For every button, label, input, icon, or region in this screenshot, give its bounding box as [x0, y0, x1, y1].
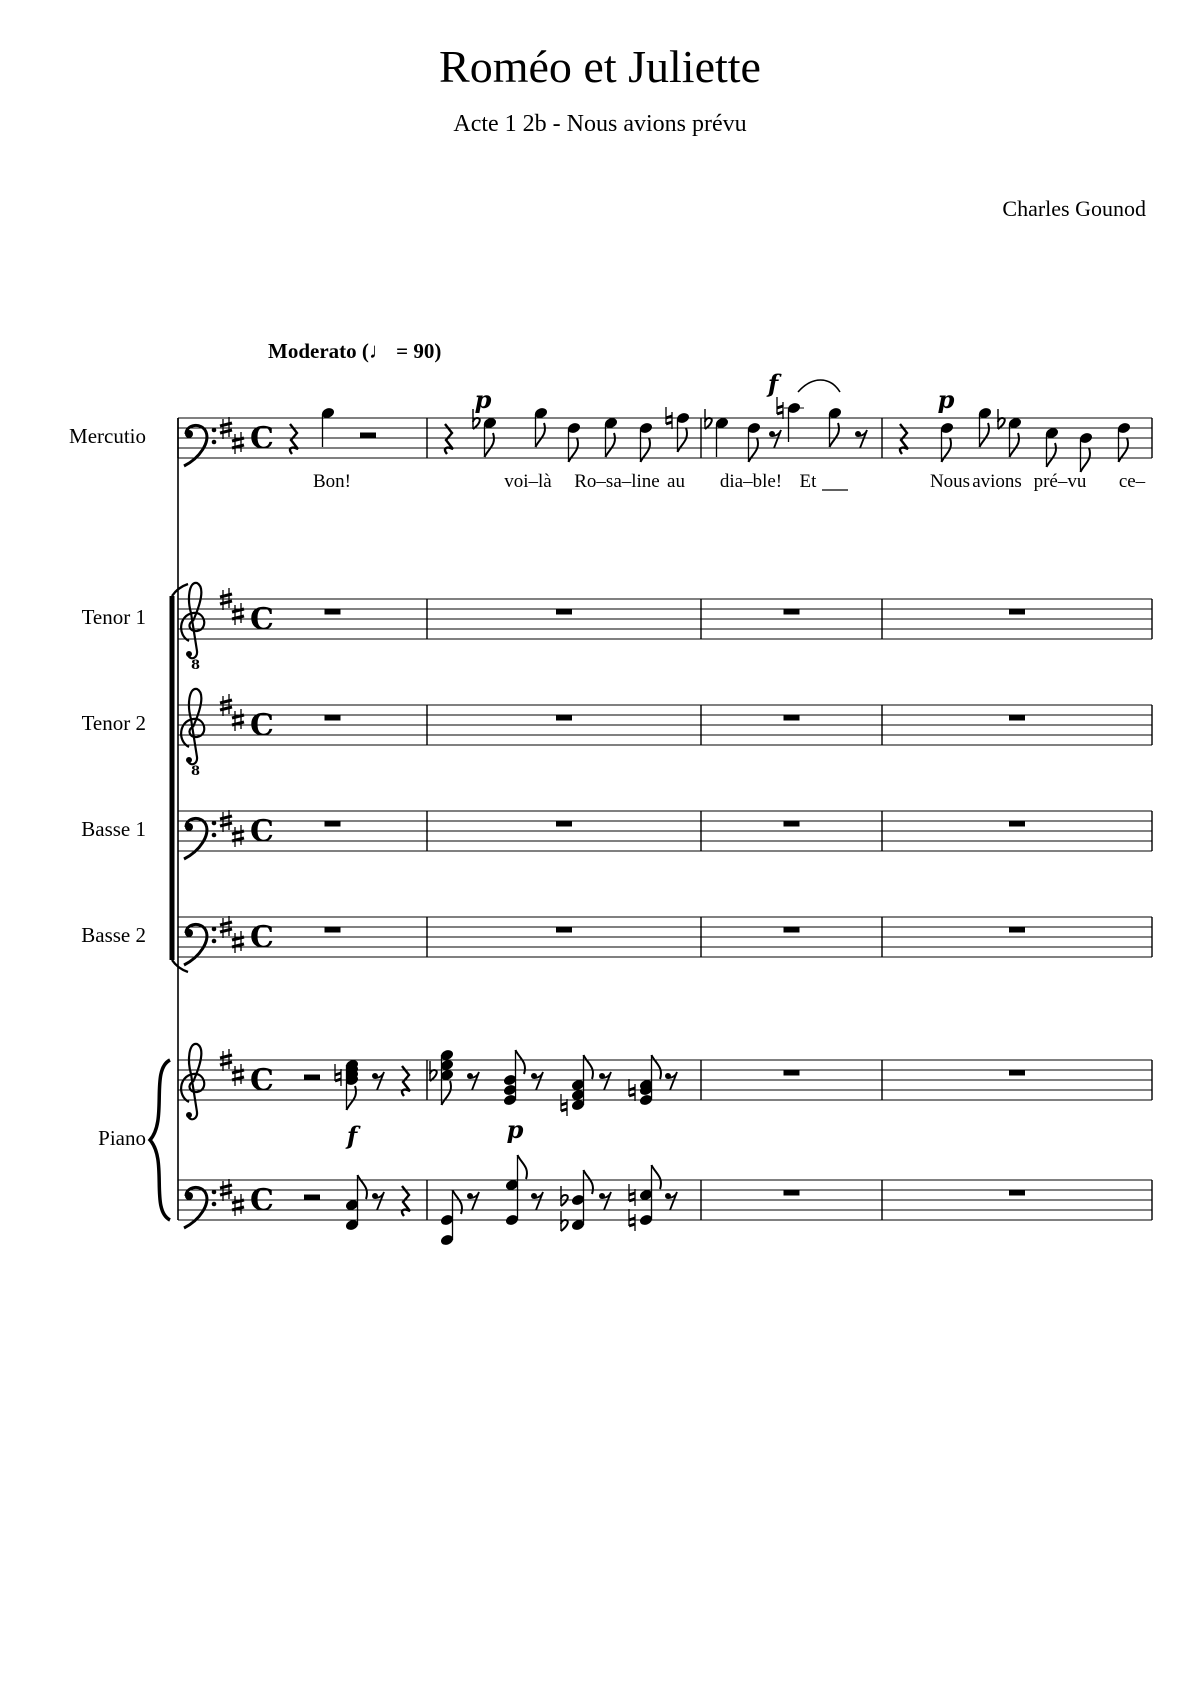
whole-rest: [784, 1190, 800, 1196]
eighth-rest: [372, 1072, 384, 1090]
flag: [518, 1155, 528, 1179]
quarter-note-icon: ♩: [368, 338, 391, 363]
bracket-hook-top: [172, 584, 188, 596]
time-signature: C: [250, 1063, 274, 1098]
note-a3: [940, 421, 955, 462]
chord-lh-m1: [345, 1175, 367, 1232]
time-signature: C: [250, 1183, 274, 1218]
note-g3: [567, 421, 582, 462]
eighth-rest: [769, 430, 781, 448]
whole-rest: [325, 821, 341, 827]
choir-bracket: [172, 584, 188, 972]
flag: [830, 423, 840, 447]
flat-icon: [561, 1211, 568, 1231]
flag: [652, 1055, 662, 1079]
flag: [652, 1165, 662, 1189]
whole-rest: [1009, 821, 1025, 827]
sharp-icon: [232, 931, 244, 953]
sharp-icon: [232, 709, 244, 731]
score-subtitle: Acte 1 2b - Nous avions prévu: [453, 111, 747, 137]
note-d4: [828, 406, 843, 447]
flag: [485, 433, 495, 457]
octave-8-marker: 8: [191, 764, 201, 779]
whole-rest: [1009, 715, 1025, 721]
eighth-rest: [855, 430, 867, 448]
instrument-name-piano: Piano: [98, 1126, 146, 1150]
flag: [606, 433, 616, 457]
note-bb3: [998, 409, 1022, 457]
staff-piano-right-hand: [178, 1044, 1152, 1119]
time-signature: C: [250, 602, 274, 637]
flag: [536, 423, 546, 447]
lyric-syllable: avions: [972, 471, 1022, 492]
chord-lh-m2-4: [629, 1165, 661, 1231]
treble-clef-icon: [181, 1044, 204, 1119]
flag: [358, 1175, 368, 1199]
bass-clef-icon: [184, 924, 216, 965]
composer-name: Charles Gounod: [1002, 196, 1146, 221]
eighth-rest: [372, 1192, 384, 1210]
note-a3: [639, 421, 654, 462]
time-signature: C: [250, 920, 274, 955]
whole-rest: [784, 821, 800, 827]
whole-rest: [325, 609, 341, 615]
staff-piano-left-hand: [178, 1179, 1152, 1228]
flag: [442, 1081, 452, 1105]
tempo-label: Moderato (: [268, 339, 369, 363]
instrument-name-basse-2: Basse 2: [81, 923, 146, 947]
eighth-rest: [467, 1072, 479, 1090]
note-a3: [1117, 421, 1132, 462]
piano-brace: [150, 1060, 170, 1220]
treble-clef-icon: [181, 583, 204, 658]
flag: [1081, 448, 1091, 472]
dynamic-f: f: [767, 369, 779, 398]
dynamic-f: f: [346, 1121, 358, 1150]
whole-rest: [1009, 1190, 1025, 1196]
natural-icon: [629, 1184, 635, 1206]
flag: [584, 1055, 594, 1079]
lyric-syllable: voi–là: [504, 471, 552, 492]
eighth-rest: [665, 1192, 677, 1210]
whole-rest: [1009, 1070, 1025, 1076]
note-f4: [777, 397, 804, 442]
sharp-icon: [232, 1064, 244, 1086]
whole-rest: [556, 821, 572, 827]
eighth-rest: [599, 1192, 611, 1210]
instrument-name-mercutio: Mercutio: [69, 424, 146, 448]
flat-icon: [561, 1186, 568, 1206]
note-d4: [321, 406, 336, 447]
time-signature: C: [250, 421, 274, 456]
whole-rest: [556, 715, 572, 721]
sharp-icon: [232, 432, 244, 454]
flat-icon: [430, 1061, 437, 1081]
score-title: Roméo et Juliette: [439, 41, 761, 92]
dynamic-p: p: [506, 1115, 524, 1144]
chord-rh-m2-4: [629, 1055, 661, 1107]
octave-8-marker: 8: [191, 658, 201, 673]
instrument-name-tenor-1: Tenor 1: [81, 605, 146, 629]
note-e3: [1079, 431, 1094, 472]
half-rest: [304, 1195, 320, 1201]
staff-mercutio: [178, 417, 1152, 466]
eighth-rest: [467, 1192, 479, 1210]
lyric-syllable: pré–vu: [1033, 471, 1087, 492]
lyric-syllable: au: [667, 471, 685, 492]
slur: [798, 380, 840, 392]
note-d4: [978, 406, 993, 447]
time-signature: C: [250, 708, 274, 743]
chord-rh-m1: [335, 1058, 359, 1110]
flag: [1047, 443, 1057, 467]
natural-icon: [335, 1064, 341, 1086]
flat-icon: [998, 409, 1005, 429]
note-d4: [534, 406, 549, 447]
sharp-icon: [232, 825, 244, 847]
lyric-syllable: ce–: [1118, 471, 1146, 492]
chord-rh-m2-2: [503, 1050, 525, 1107]
staff-basse-2: [178, 916, 1152, 965]
instrument-name-basse-1: Basse 1: [81, 817, 146, 841]
flat-icon: [705, 409, 712, 429]
sharp-icon: [232, 603, 244, 625]
note-g3: [1045, 426, 1060, 467]
whole-rest: [556, 927, 572, 933]
sharp-icon: [232, 1194, 244, 1216]
whole-rest: [325, 927, 341, 933]
lyric-syllable: Et: [799, 471, 817, 492]
chord-lh-m2-3: [561, 1170, 593, 1232]
whole-rest: [784, 715, 800, 721]
note-c4: [666, 407, 690, 452]
eighth-rest: [599, 1072, 611, 1090]
lyric-syllable: dia–ble!: [719, 471, 783, 492]
natural-icon: [777, 397, 783, 419]
chord-lh-m2-2: [505, 1155, 527, 1227]
lyric-syllable: Bon!: [313, 471, 351, 492]
note-g3: [747, 421, 762, 462]
dynamic-p: p: [937, 385, 955, 414]
staff-tenor-2: [178, 689, 1152, 779]
whole-rest: [784, 609, 800, 615]
note-bb3: [705, 409, 729, 457]
whole-rest: [784, 1070, 800, 1076]
chord-rh-m2-1: [430, 1048, 454, 1105]
chord-rh-m2-3: [561, 1055, 593, 1116]
lyric-syllable: Nous: [929, 471, 971, 492]
whole-rest: [556, 609, 572, 615]
whole-rest: [1009, 609, 1025, 615]
flag: [1010, 433, 1020, 457]
bass-clef-icon: [184, 425, 216, 466]
half-rest: [360, 433, 376, 439]
staff-basse-1: [178, 810, 1152, 859]
bass-clef-icon: [184, 1187, 216, 1228]
whole-rest: [784, 927, 800, 933]
whole-rest: [1009, 927, 1025, 933]
lyric-syllable: Ro–sa–line: [574, 471, 660, 492]
note-bb3: [473, 409, 497, 457]
eighth-rest: [531, 1072, 543, 1090]
whole-rest: [325, 715, 341, 721]
eighth-rest: [531, 1192, 543, 1210]
instrument-name-tenor-2: Tenor 2: [81, 711, 146, 735]
bass-clef-icon: [184, 818, 216, 859]
treble-clef-icon: [181, 689, 204, 764]
time-signature: C: [250, 814, 274, 849]
chord-lh-m2-1: [440, 1190, 462, 1247]
eighth-rest: [665, 1072, 677, 1090]
bracket-hook-bottom: [172, 960, 188, 972]
flag: [980, 423, 990, 447]
half-rest: [304, 1075, 320, 1081]
tempo-value: = 90): [390, 339, 442, 363]
dynamic-p: p: [474, 385, 492, 414]
natural-icon: [561, 1094, 567, 1116]
note-b3: [604, 416, 619, 457]
staff-tenor-1: [178, 583, 1152, 673]
